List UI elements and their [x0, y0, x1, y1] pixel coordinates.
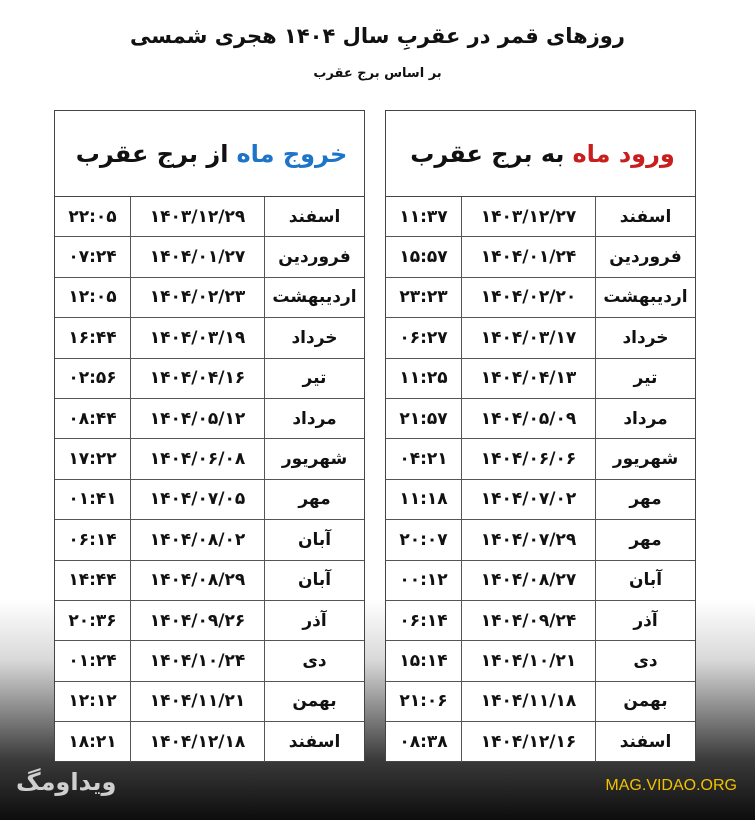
month-cell: خرداد	[595, 318, 695, 357]
exit-heading-rest: از برج عقرب	[75, 139, 229, 168]
month-cell: اردیبهشت	[595, 278, 695, 317]
table-row	[55, 197, 364, 237]
time-cell: ۲۱:۰۶	[399, 691, 448, 712]
table-row	[55, 601, 364, 641]
date-cell: ۱۴۰۴/۱۰/۲۴	[130, 641, 264, 680]
entry-heading-rest: به برج عقرب	[410, 139, 565, 168]
exit-table	[54, 110, 365, 762]
month-cell: مرداد	[264, 399, 364, 438]
time-cell: ۲۳:۲۳	[399, 287, 448, 308]
time-cell: ۱۲:۰۵	[68, 287, 117, 308]
month-cell: مرداد	[595, 399, 695, 438]
vidaomag-logo: ویداومگ	[16, 768, 117, 796]
date-cell: ۱۴۰۴/۰۷/۲۹	[461, 520, 595, 559]
time-cell: ۰۲:۵۶	[68, 368, 117, 389]
time-cell: ۱۸:۲۱	[68, 732, 117, 753]
month-cell: تیر	[264, 359, 364, 398]
month-cell: مهر	[264, 480, 364, 519]
date-cell: ۱۴۰۴/۰۸/۲۹	[130, 561, 264, 600]
table-row	[55, 399, 364, 439]
time-cell: ۰۴:۲۱	[399, 449, 448, 470]
time-cell: ۲۰:۰۷	[399, 529, 448, 550]
site-url: MAG.VIDAO.ORG	[605, 777, 737, 794]
month-cell: شهریور	[595, 439, 695, 478]
time-cell: ۰۷:۲۴	[68, 247, 117, 268]
month-cell: فروردین	[595, 237, 695, 276]
date-cell: ۱۴۰۴/۰۵/۰۹	[461, 399, 595, 438]
date-cell: ۱۴۰۴/۰۴/۱۳	[461, 359, 595, 398]
table-row	[386, 722, 695, 762]
table-row	[55, 480, 364, 520]
table-row	[55, 520, 364, 560]
date-cell: ۱۴۰۴/۰۷/۰۵	[130, 480, 264, 519]
table-row	[386, 682, 695, 722]
date-cell: ۱۴۰۴/۰۳/۱۹	[130, 318, 264, 357]
table-row	[386, 197, 695, 237]
month-cell: اسفند	[264, 722, 364, 762]
month-cell: بهمن	[595, 682, 695, 721]
table-row	[386, 278, 695, 318]
time-cell: ۰۸:۳۸	[399, 732, 448, 753]
entry-rows	[386, 197, 695, 762]
time-cell: ۱۷:۲۲	[68, 449, 117, 470]
time-cell: ۱۵:۵۷	[399, 247, 448, 268]
month-cell: آذر	[595, 601, 695, 640]
entry-heading-highlight: ورود ماه	[572, 139, 675, 168]
entry-table	[385, 110, 696, 762]
table-row	[386, 237, 695, 277]
month-cell: فروردین	[264, 237, 364, 276]
time-cell: ۱۱:۱۸	[399, 489, 448, 510]
month-cell: آذر	[264, 601, 364, 640]
table-row	[386, 480, 695, 520]
date-cell: ۱۴۰۴/۱۱/۱۸	[461, 682, 595, 721]
table-row	[55, 278, 364, 318]
date-cell: ۱۴۰۴/۰۸/۲۷	[461, 561, 595, 600]
time-cell: ۱۶:۴۴	[68, 327, 117, 348]
time-cell: ۱۲:۱۲	[68, 691, 117, 712]
time-cell: ۰۶:۱۴	[399, 610, 448, 631]
time-cell: ۱۱:۳۷	[399, 206, 448, 227]
table-row	[386, 359, 695, 399]
table-row	[55, 359, 364, 399]
table-row	[55, 561, 364, 601]
table-row	[55, 722, 364, 762]
table-row	[386, 520, 695, 560]
date-cell: ۱۴۰۴/۰۹/۲۶	[130, 601, 264, 640]
time-cell: ۰۸:۴۴	[68, 408, 117, 429]
date-cell: ۱۴۰۴/۰۹/۲۴	[461, 601, 595, 640]
date-cell: ۱۴۰۴/۱۲/۱۸	[130, 722, 264, 762]
month-cell: مهر	[595, 480, 695, 519]
time-cell: ۰۶:۱۴	[68, 529, 117, 550]
date-cell: ۱۴۰۴/۰۵/۱۲	[130, 399, 264, 438]
month-cell: مهر	[595, 520, 695, 559]
exit-heading-highlight: خروج ماه	[236, 139, 348, 168]
time-cell: ۱۴:۴۴	[68, 570, 117, 591]
time-cell: ۰۱:۲۴	[68, 650, 117, 671]
table-row	[386, 561, 695, 601]
table-row	[55, 682, 364, 722]
table-row	[55, 237, 364, 277]
date-cell: ۱۴۰۴/۰۳/۱۷	[461, 318, 595, 357]
date-cell: ۱۴۰۴/۰۴/۱۶	[130, 359, 264, 398]
date-cell: ۱۴۰۴/۱۱/۲۱	[130, 682, 264, 721]
date-cell: ۱۴۰۴/۰۲/۲۰	[461, 278, 595, 317]
table-row	[55, 318, 364, 358]
table-row	[386, 399, 695, 439]
month-cell: شهریور	[264, 439, 364, 478]
month-cell: دی	[595, 641, 695, 680]
month-cell: آبان	[595, 561, 695, 600]
table-row	[55, 641, 364, 681]
time-cell: ۲۲:۰۵	[68, 206, 117, 227]
table-row	[386, 601, 695, 641]
month-cell: اسفند	[264, 197, 364, 236]
time-cell: ۰۶:۲۷	[399, 327, 448, 348]
date-cell: ۱۴۰۴/۰۶/۰۶	[461, 439, 595, 478]
date-cell: ۱۴۰۴/۱۰/۲۱	[461, 641, 595, 680]
entry-table-header	[386, 111, 695, 197]
month-cell: بهمن	[264, 682, 364, 721]
table-row	[55, 439, 364, 479]
date-cell: ۱۴۰۴/۰۲/۲۳	[130, 278, 264, 317]
month-cell: تیر	[595, 359, 695, 398]
date-cell: ۱۴۰۳/۱۲/۲۹	[130, 197, 264, 236]
month-cell: دی	[264, 641, 364, 680]
month-cell: خرداد	[264, 318, 364, 357]
time-cell: ۰۱:۴۱	[68, 489, 117, 510]
time-cell: ۰۰:۱۲	[399, 570, 448, 591]
date-cell: ۱۴۰۳/۱۲/۲۷	[461, 197, 595, 236]
exit-table-header	[55, 111, 364, 197]
date-cell: ۱۴۰۴/۰۱/۲۷	[130, 237, 264, 276]
month-cell: اسفند	[595, 197, 695, 236]
date-cell: ۱۴۰۴/۰۶/۰۸	[130, 439, 264, 478]
month-cell: اسفند	[595, 722, 695, 762]
time-cell: ۲۱:۵۷	[399, 408, 448, 429]
page-subtitle: بر اساس برج عقرب	[313, 66, 442, 81]
table-row	[386, 641, 695, 681]
month-cell: آبان	[264, 520, 364, 559]
table-row	[386, 439, 695, 479]
date-cell: ۱۴۰۴/۰۷/۰۲	[461, 480, 595, 519]
month-cell: اردیبهشت	[264, 278, 364, 317]
page-title: روزهای قمر در عقربِ سال ۱۴۰۴ هجری شمسی	[130, 24, 625, 48]
table-row	[386, 318, 695, 358]
time-cell: ۱۵:۱۴	[399, 650, 448, 671]
time-cell: ۲۰:۳۶	[68, 610, 117, 631]
date-cell: ۱۴۰۴/۰۱/۲۴	[461, 237, 595, 276]
date-cell: ۱۴۰۴/۱۲/۱۶	[461, 722, 595, 762]
exit-rows	[55, 197, 364, 762]
month-cell: آبان	[264, 561, 364, 600]
date-cell: ۱۴۰۴/۰۸/۰۲	[130, 520, 264, 559]
time-cell: ۱۱:۲۵	[399, 368, 448, 389]
